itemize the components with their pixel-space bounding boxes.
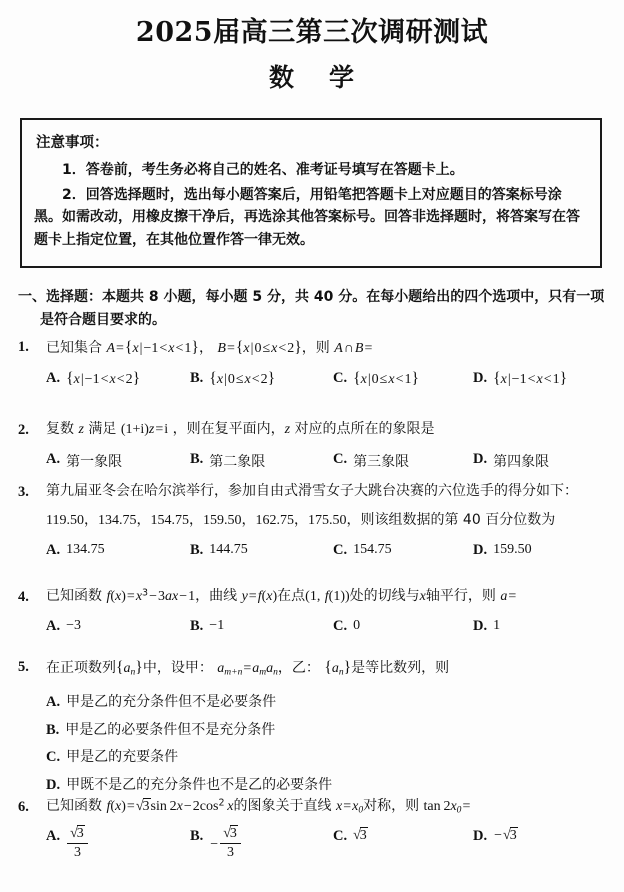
question-4-option-b[interactable]: B. −1 (190, 618, 225, 635)
question-3-option-a[interactable]: A. 134.75 (46, 542, 105, 559)
question-5-stem-c: ，乙： (277, 660, 320, 676)
question-5-number: 5. (18, 659, 29, 675)
section-heading-line2: 是符合题目要求的。 (40, 311, 166, 328)
question-2-option-c[interactable]: C. 第三象限 (333, 451, 410, 471)
question-6-options (18, 828, 610, 874)
question-5-option-a[interactable]: A. 甲是乙的充分条件但不是必要条件 (46, 694, 277, 711)
sqrt-icon: √3 (70, 826, 84, 842)
question-1-option-b[interactable]: B. {x|0≤x<2} (190, 370, 276, 388)
question-5 (18, 656, 610, 800)
question-6-option-b[interactable]: B. − $\frac{√3}{3}$ (190, 828, 242, 862)
question-1-number: 1. (18, 339, 29, 355)
question-6-option-d[interactable]: D. − √3 (473, 828, 517, 845)
question-1-option-a[interactable]: A. {x|−1<x<2} (46, 370, 141, 388)
question-3-data-values: 119.50，134.75，154.75，159.50，162.75，175.50， (46, 513, 361, 529)
question-5-stem-b: 中，设甲： (142, 660, 213, 676)
question-1-options (18, 370, 610, 392)
question-1-stem: 1. 已知集合 A={x|−1<x<1}， B={x|0≤x<2}，则 A∩B= (18, 336, 610, 360)
notice-box (20, 118, 602, 268)
question-1-option-d[interactable]: D. {x|−1<x<1} (473, 370, 568, 388)
section-heading (18, 286, 606, 331)
question-5-stem: 5. 在正项数列$\{a_n\}$中，设甲： $a_{m+n}=a_ma_n$，乙： $\{a_n\}$是等比数列，则 (18, 656, 610, 680)
subject-title (0, 58, 624, 94)
question-4-stem-d: 处的切线与 (349, 588, 420, 604)
notice-item-2: 2．回答选择题时，选出每小题答案后，用铅笔把答题卡上对应题目的答案标号涂黑。如需改动，用橡皮擦干净后，再选涂其他答案标号。回答非选择题时，将答案写在答题卡上指定位置，在其他位置作答一律无效。 (34, 186, 580, 249)
question-2-option-d[interactable]: D. 第四象限 (473, 451, 550, 471)
question-6-stem-b: 的图象关于直线 (233, 798, 332, 814)
question-3-stem (18, 481, 610, 503)
question-2-stem: 2. 复数 z 满足 (1+i)z=i ，则在复平面内，z 对应的点所在的象限是 (18, 419, 610, 441)
question-2-option-b[interactable]: B. 第二象限 (190, 451, 266, 471)
sqrt-icon: √3 (135, 799, 150, 814)
sqrt-icon: √3 (503, 828, 517, 844)
question-6-stem: 6. 已知函数 f(x)=√3sin $2x-2\cos^2$ x的图象关于直线 $x=x_0$对称，则 $\tan 2x_0=$ (18, 796, 610, 818)
subject-char-left: 数 (268, 63, 295, 92)
question-5-option-c[interactable]: C. 甲是乙的充要条件 (46, 749, 179, 766)
question-6-stem-c: 对称，则 (363, 798, 420, 814)
question-5-option-d[interactable]: D. 甲既不是乙的充分条件也不是乙的必要条件 (46, 777, 333, 794)
sqrt-icon: √3 (353, 828, 367, 844)
question-5-option-b[interactable]: B. 甲是乙的必要条件但不是充分条件 (46, 721, 276, 738)
question-3-stem-tail: 则该组数据的第 40 百分位数为 (360, 512, 556, 529)
question-5-options (18, 689, 610, 799)
subject-char-right: 学 (329, 63, 356, 92)
question-1-stem-prefix: 已知集合 (46, 340, 102, 356)
question-3-stem-line1: 第九届亚冬会在哈尔滨举行，参加自由式滑雪女子大跳台决赛的六位选手的得分如下： (46, 483, 578, 499)
question-3-number: 3. (18, 484, 29, 500)
question-4-stem: 4. 已知函数 $f(x)=x^3-3ax-1$，曲线 y=f(x)在点(1, f(1))处的切线与x轴平行，则 a= (18, 586, 610, 608)
question-1 (18, 336, 610, 392)
question-4-number: 4. (18, 589, 29, 605)
question-1-option-c[interactable]: C. {x|0≤x<1} (333, 370, 420, 388)
question-6-option-a[interactable]: A. $\frac{√3}{3}$ (46, 828, 89, 862)
question-4-option-c[interactable]: C. 0 (333, 618, 361, 635)
question-4-stem-c: 在点 (277, 588, 306, 604)
notice-item-1: 1．答卷前，考生务必将自己的姓名、准考证号填写在答题卡上。 (62, 162, 464, 178)
question-3-option-b[interactable]: B. 144.75 (190, 542, 248, 559)
question-2-option-a[interactable]: A. 第一象限 (46, 451, 123, 471)
question-4 (18, 586, 610, 640)
notice-heading: 注意事项： (36, 135, 109, 151)
question-6 (18, 796, 610, 874)
question-4-option-a[interactable]: A. −3 (46, 618, 82, 635)
question-5-stem-d: 是等比数列，则 (351, 660, 450, 676)
sqrt-icon: √3 (223, 826, 237, 842)
question-3-stem-line2 (18, 510, 610, 532)
question-4-stem-e: 轴平行，则 (425, 588, 496, 604)
question-6-number: 6. (18, 799, 29, 815)
question-4-options (18, 618, 610, 640)
question-6-stem-a: 已知函数 (46, 798, 102, 814)
question-3-option-c[interactable]: C. 154.75 (333, 542, 392, 559)
section-heading-line1: 一、选择题：本题共 8 小题，每小题 5 分，共 40 分。在每小题给出的四个选项中，只有一项 (18, 289, 605, 305)
question-2-options (18, 451, 610, 473)
question-4-stem-b: ，曲线 (195, 588, 238, 604)
page-title: 2025届高三第三次调研测试 (135, 17, 489, 48)
question-4-stem-a: 已知函数 (46, 588, 102, 604)
question-4-option-d[interactable]: D. 1 (473, 618, 501, 635)
question-1-stem-suffix: ，则 (301, 340, 330, 356)
question-3-option-d[interactable]: D. 159.50 (473, 542, 532, 559)
question-6-option-c[interactable]: C. √3 (333, 828, 367, 845)
question-3 (18, 481, 610, 564)
question-2-number: 2. (18, 422, 29, 438)
question-5-stem-a: 在正项数列 (46, 660, 116, 676)
question-2 (18, 419, 610, 473)
question-3-options (18, 542, 610, 564)
